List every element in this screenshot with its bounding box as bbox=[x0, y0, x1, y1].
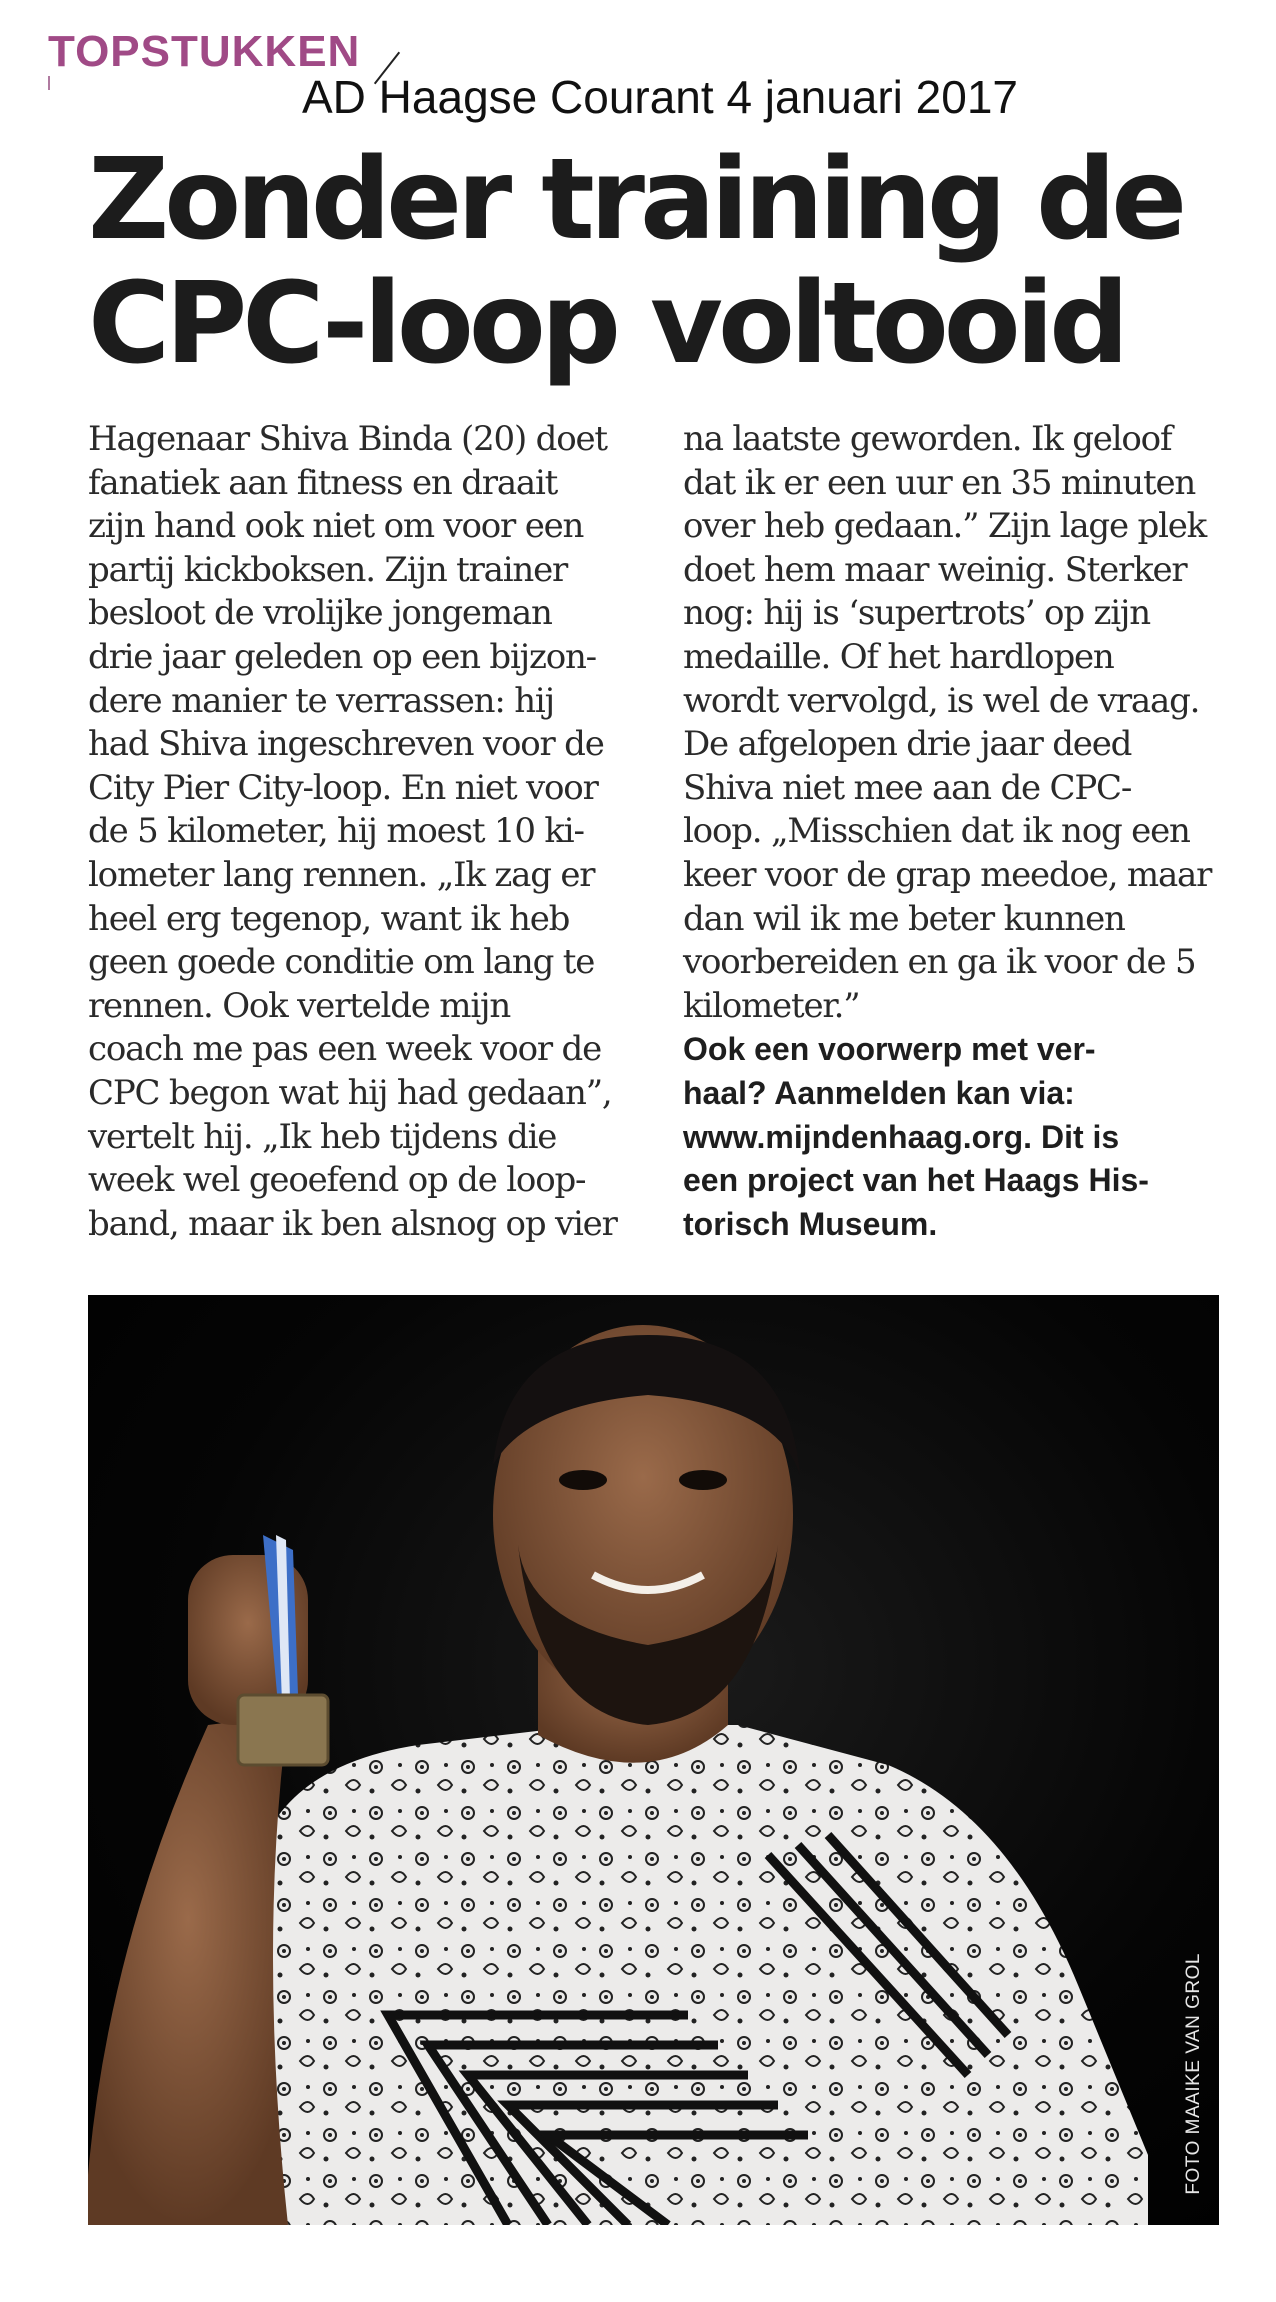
photo-credit: FOTO MAAIKE VAN GROL bbox=[1183, 1953, 1204, 2195]
article-text-line: zijn hand ook niet om voor een bbox=[88, 506, 584, 547]
source-line: AD Haagse Courant 4 januari 2017 bbox=[302, 71, 1019, 123]
article-text-line: lometer lang rennen. „Ik zag er bbox=[88, 854, 595, 895]
article-text-line: City Pier City-loop. En niet voor bbox=[88, 767, 598, 808]
article-text-line: Shiva niet mee aan de CPC- bbox=[683, 767, 1132, 808]
article-text-line: Hagenaar Shiva Binda (20) doet bbox=[88, 419, 607, 459]
callout-line: www.mijndenhaag.org. Dit is bbox=[683, 1118, 1120, 1155]
callout-line: torisch Museum. bbox=[683, 1205, 938, 1242]
callout-line: een project van het Haags His- bbox=[683, 1162, 1149, 1199]
article-text-line: CPC begon wat hij had gedaan”, bbox=[88, 1072, 612, 1113]
article-text-line: heel erg tegenop, want ik heb bbox=[88, 898, 570, 939]
article-text-line: week wel geoefend op de loop- bbox=[88, 1160, 586, 1201]
article-text-line: partij kickboksen. Zijn trainer bbox=[88, 549, 568, 590]
article-text-line: kilometer.” bbox=[683, 985, 860, 1026]
article-photo bbox=[88, 1295, 1219, 2225]
article-text-line: dat ik er een uur en 35 minuten bbox=[683, 462, 1196, 503]
article-text-line: vertelt hij. „Ik heb tijdens die bbox=[88, 1116, 557, 1157]
callout-line: haal? Aanmelden kan via: bbox=[683, 1074, 1075, 1111]
callout-line: Ook een voorwerp met ver- bbox=[683, 1031, 1096, 1068]
article-text-line: band, maar ik ben alsnog op vier bbox=[88, 1203, 617, 1244]
headline-line: CPC-loop voltooid bbox=[88, 259, 1125, 389]
article-text-line: medaille. Of het hardlopen bbox=[683, 636, 1114, 677]
article-text-line: fanatiek aan fitness en draait bbox=[88, 462, 558, 503]
article-text-line: rennen. Ook vertelde mijn bbox=[88, 985, 511, 1026]
headline-line: Zonder training de bbox=[88, 135, 1183, 265]
article-text-line: voorbereiden en ga ik voor de 5 bbox=[683, 942, 1196, 983]
article-text-line: coach me pas een week voor de bbox=[88, 1029, 601, 1070]
article-headline bbox=[88, 135, 1208, 389]
article-text-line: over heb gedaan.” Zijn lage plek bbox=[683, 506, 1207, 547]
article-text-line: dere manier te verrassen: hij bbox=[88, 680, 554, 721]
article-text-line: dan wil ik me beter kunnen bbox=[683, 898, 1125, 939]
section-label: TOPSTUKKEN bbox=[48, 27, 361, 76]
article-column-left bbox=[88, 418, 648, 1246]
article-text-line: doet hem maar weinig. Sterker bbox=[683, 549, 1187, 590]
article-text-line: De afgelopen drie jaar deed bbox=[683, 724, 1132, 765]
article-text-line: wordt vervolgd, is wel de vraag. bbox=[683, 680, 1200, 721]
article-text-line: loop. „Misschien dat ik nog een bbox=[683, 811, 1190, 852]
article-text-line: na laatste geworden. Ik geloof bbox=[683, 419, 1172, 459]
article-text-line: nog: hij is ‘supertrots’ op zijn bbox=[683, 593, 1150, 634]
portrait-illustration bbox=[88, 1295, 1219, 2225]
article-text-line: besloot de vrolijke jongeman bbox=[88, 593, 552, 634]
article-text-line: keer voor de grap meedoe, maar bbox=[683, 854, 1212, 895]
article-column-right bbox=[683, 418, 1243, 1246]
article-text-line: geen goede conditie om lang te bbox=[88, 942, 595, 983]
section-label-border bbox=[48, 76, 50, 90]
article-text-line: de 5 kilometer, hij moest 10 ki- bbox=[88, 811, 584, 852]
article-text-line: had Shiva ingeschreven voor de bbox=[88, 724, 604, 765]
article-text-line: drie jaar geleden op een bijzon- bbox=[88, 636, 596, 677]
